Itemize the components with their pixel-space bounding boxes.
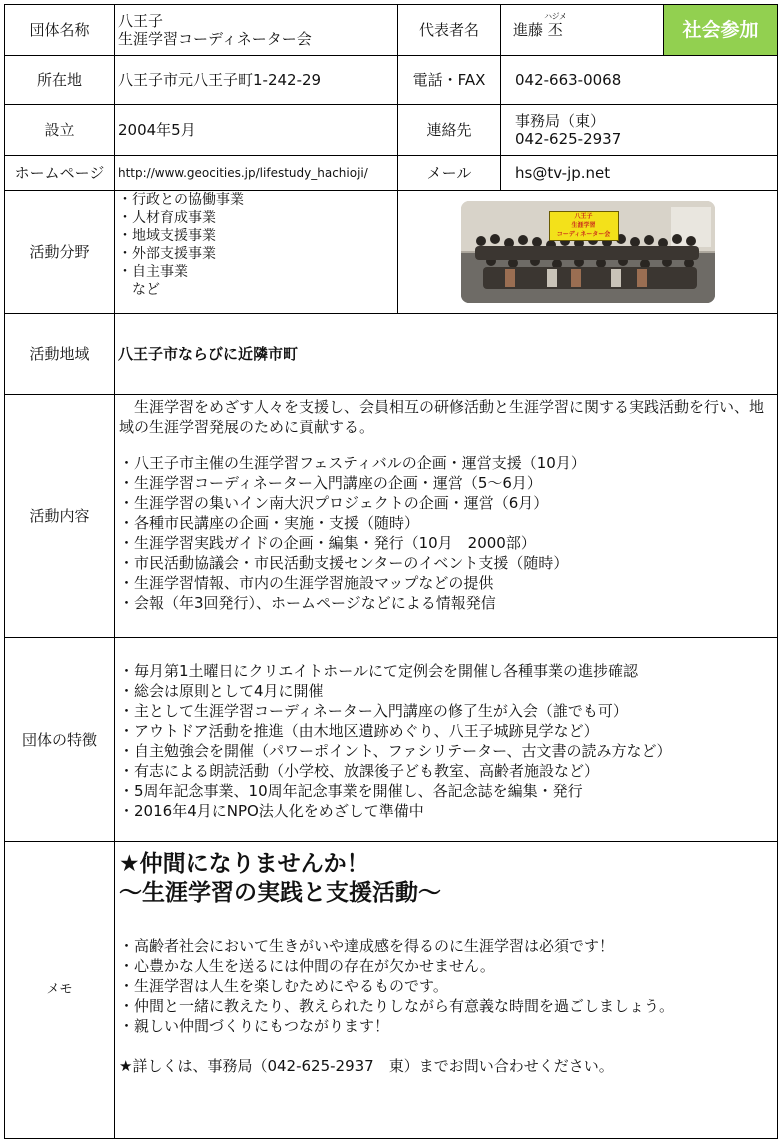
features-label: 団体の特徴 — [5, 638, 115, 842]
features-content — [115, 659, 777, 821]
row-memo — [5, 842, 778, 1139]
org-name-line1: 八王子 — [118, 12, 164, 30]
contact-label: 連絡先 — [398, 105, 501, 156]
feature-item: ・ 2016年4月にNPO法人化をめざして準備中 — [119, 801, 773, 821]
memo-headline-2: ～生涯学習の実践と支援活動～ — [119, 880, 441, 906]
address-value: 八王子市元八王子町1-242-29 — [115, 56, 398, 105]
memo-item: ・ 仲間と一緒に教えたり、教えられたりしながら有意義な時間を過ごしましょう。 — [119, 996, 773, 1016]
row-activities — [5, 395, 778, 638]
memo-item: ・ 高齢者社会において生きがいや達成感を得るのに生涯学習は必須です！ — [119, 936, 773, 956]
feature-item: ・ 5周年記念事業、10周年記念事業を開催し、各記念誌を編集・発行 — [119, 781, 773, 801]
rep-ruby: ハジメ — [544, 12, 567, 21]
features-list — [119, 661, 773, 821]
activity-item: ・ 生涯学習実践ガイドの企画・編集・発行（10月 2000部） — [119, 533, 773, 553]
contact-line2: 042-625-2937 — [515, 130, 622, 148]
feature-item: ・ 有志による朗読活動（小学校、放課後子ども教室、高齢者施設など） — [119, 761, 773, 781]
feature-item: ・ アウトドア活動を推進（由木地区遺跡めぐり、八王子城跡見学など） — [119, 721, 773, 741]
contact-line1: 事務局（東） — [515, 112, 606, 130]
fields-item: など — [118, 282, 160, 298]
activity-item: ・ 各種市民講座の企画・実施・支援（随時） — [119, 513, 773, 533]
photo-sign-line: コーディネーター会 — [556, 231, 611, 238]
fields-item: ・自主事業 — [118, 264, 188, 280]
phone-label: 電話・FAX — [398, 56, 501, 105]
category-badge: 社会参加 — [664, 5, 778, 56]
rep-given-wrap — [544, 12, 567, 39]
activity-item: ・ 生涯学習の集いイン南大沢プロジェクトの企画・運営（6月） — [119, 493, 773, 513]
photo-sign — [549, 211, 619, 241]
memo-headline — [119, 850, 773, 908]
activities-label: 活動内容 — [5, 395, 115, 638]
row-region — [5, 314, 778, 395]
fields-item: ・人材育成事業 — [118, 210, 216, 226]
activity-item: ・ 生涯学習コーディネーター入門講座の企画・運営（5～6月） — [119, 473, 773, 493]
memo-cell — [115, 842, 778, 1139]
feature-item: ・ 総会は原則として4月に開催 — [119, 681, 773, 701]
homepage-link[interactable]: http://www.geocities.jp/lifestudy_hachioji/ — [115, 156, 398, 191]
memo-contact: ★詳しくは、事務局（042-625-2937 東）までお問い合わせください。 — [119, 1057, 614, 1075]
memo-label: メモ — [5, 842, 115, 1139]
mail-label: メール — [398, 156, 501, 191]
homepage-label: ホームページ — [5, 156, 115, 191]
memo-item: ・ 心豊かな人生を送るには仲間の存在が欠かせません。 — [119, 956, 773, 976]
org-name-line2: 生涯学習コーディネーター会 — [118, 30, 312, 48]
row-org-name — [5, 5, 778, 56]
activity-item: ・ 生涯学習情報、市内の生涯学習施設マップなどの提供 — [119, 573, 773, 593]
features-cell — [115, 638, 778, 842]
fields-label: 活動分野 — [5, 191, 115, 314]
rep-surname: 進藤 — [513, 21, 544, 39]
profile-table — [4, 4, 778, 1139]
phone-value: 042-663-0068 — [501, 56, 778, 105]
group-photo — [461, 201, 715, 303]
row-homepage — [5, 156, 778, 191]
region-value: 八王子市ならびに近隣市町 — [115, 314, 778, 395]
fields-list-cell — [115, 191, 398, 314]
row-features — [5, 638, 778, 842]
activity-item: ・ 八王子市主催の生涯学習フェスティバルの企画・運営支援（10月） — [119, 453, 773, 473]
fields-list — [118, 191, 397, 299]
mail-link[interactable]: hs@tv-jp.net — [501, 156, 778, 191]
row-founded — [5, 105, 778, 156]
row-address — [5, 56, 778, 105]
activity-item: ・ 市民活動協議会・市民活動支援センターのイベント支援（随時） — [119, 553, 773, 573]
profile-sheet — [4, 4, 777, 1138]
memo-item: ・ 生涯学習は人生を楽しむためにやるものです。 — [119, 976, 773, 996]
contact-value — [501, 105, 778, 156]
org-name-label: 団体名称 — [5, 5, 115, 56]
founded-value: 2004年5月 — [115, 105, 398, 156]
photo-sign-line: 八王子 — [574, 213, 593, 220]
address-label: 所在地 — [5, 56, 115, 105]
fields-item: ・行政との協働事業 — [118, 192, 244, 208]
org-name-value — [115, 5, 398, 56]
memo-list — [119, 936, 773, 1036]
activities-intro: 生涯学習をめざす人々を支援し、会員相互の研修活動と生涯学習に関する実践活動を行い、地域の生涯学習発展のために貢献する。 — [119, 398, 765, 436]
row-fields — [5, 191, 778, 314]
activities-list — [119, 453, 773, 613]
activities-cell — [115, 395, 778, 638]
memo-headline-1: ★仲間になりませんか！ — [119, 851, 370, 877]
memo-content — [115, 842, 777, 1076]
photo-sign-line: 生涯学習 — [571, 222, 596, 229]
rep-label: 代表者名 — [398, 5, 501, 56]
feature-item: ・ 主として生涯学習コーディネーター入門講座の修了生が入会（誰でも可） — [119, 701, 773, 721]
memo-item: ・ 親しい仲間づくりにもつながります！ — [119, 1016, 773, 1036]
rep-name — [501, 5, 664, 56]
feature-item: ・ 毎月第1土曜日にクリエイトホールにて定例会を開催し各種事業の進捗確認 — [119, 661, 773, 681]
group-photo-cell — [398, 191, 778, 314]
feature-item: ・ 自主勉強会を開催（パワーポイント、ファシリテーター、古文書の読み方など） — [119, 741, 773, 761]
region-label: 活動地域 — [5, 314, 115, 395]
activity-item: ・ 会報（年3回発行）、ホームページなどによる情報発信 — [119, 593, 773, 613]
activities-content — [115, 395, 777, 613]
fields-item: ・外部支援事業 — [118, 246, 216, 262]
fields-item: ・地域支援事業 — [118, 228, 216, 244]
rep-given: 丕 — [547, 21, 563, 39]
founded-label: 設立 — [5, 105, 115, 156]
